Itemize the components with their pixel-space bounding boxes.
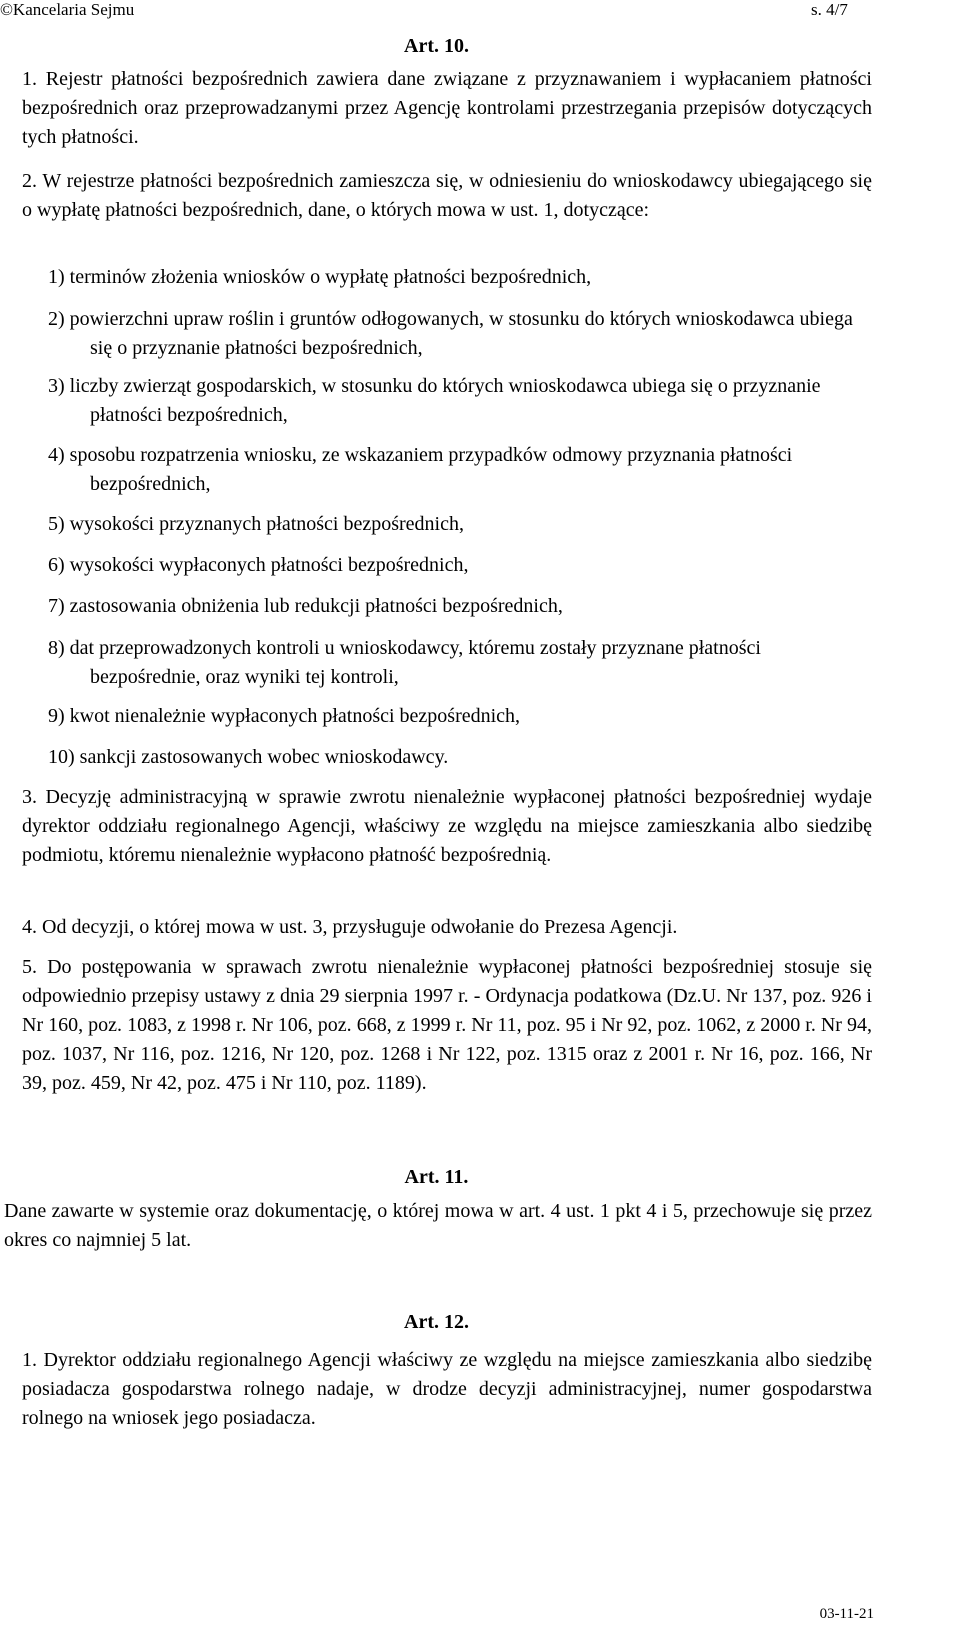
art12-paragraph-1: 1. Dyrektor oddziału regionalnego Agencji właściwy ze względu na miejsce zamieszkania albo siedzibę posiadacza gospodarstwa rolnego nadaje, w drodze decyzji administracyjnej, numer gospodarstwa rolnego na wniosek jego posiadacza. [22, 1349, 872, 1429]
art10-list-item-9: 9) kwot nienależnie wypłaconych płatności bezpośrednich, [48, 705, 521, 727]
art10-paragraph-2: 2. W rejestrze płatności bezpośrednich zamieszcza się, w odniesieniu do wnioskodawcy ubiegającego się o wypłatę płatności bezpośrednich, dane, o których mowa w ust. 1, dotyczące: [22, 170, 872, 221]
art10-list-item-5: 5) wysokości przyznanych płatności bezpośrednich, [48, 513, 464, 535]
art10-list-item-3: 3) liczby zwierząt gospodarskich, w stosunku do których wnioskodawca ubiega się o przyznanie płatności bezpośrednich, [48, 375, 821, 426]
art10-paragraph-4: 4. Od decyzji, o której mowa w ust. 3, przysługuje odwołanie do Prezesa Agencji. [22, 916, 678, 938]
art10-list-item-2: 2) powierzchni upraw roślin i gruntów odłogowanych, w stosunku do których wnioskodawca ubiega się o przyznanie płatności bezpośrednich, [48, 308, 853, 359]
art10-list-item-7: 7) zastosowania obniżenia lub redukcji płatności bezpośrednich, [48, 595, 563, 617]
header-page-number: s. 4/7 [811, 0, 848, 19]
art10-paragraph-1: 1. Rejestr płatności bezpośrednich zawiera dane związane z przyznawaniem i wypłacaniem płatności bezpośrednich oraz przeprowadzanymi przez Agencję kontrolami przestrzegania przepisów dotyczących tych płatności. [22, 68, 872, 148]
header-copyright: ©Kancelaria Sejmu [0, 0, 135, 19]
art10-list-item-1: 1) terminów złożenia wniosków o wypłatę płatności bezpośrednich, [48, 266, 592, 288]
footer-date: 03-11-21 [819, 1606, 874, 1622]
art10-list-item-6: 6) wysokości wypłaconych płatności bezpośrednich, [48, 554, 469, 576]
article-11-title: Art. 11. [404, 1166, 469, 1188]
art10-paragraph-3: 3. Decyzję administracyjną w sprawie zwrotu nienależnie wypłaconej płatności bezpośredniej wydaje dyrektor oddziału regionalnego Agencji, właściwy ze względu na miejsce zamieszkania albo siedzibę podmiotu, któremu nienależnie wypłacono płatność bezpośrednią. [22, 786, 872, 866]
art11-paragraph-1: Dane zawarte w systemie oraz dokumentację, o której mowa w art. 4 ust. 1 pkt 4 i 5, przechowuje się przez okres co najmniej 5 lat. [4, 1200, 872, 1251]
art10-list-item-10: 10) sankcji zastosowanych wobec wnioskodawcy. [48, 746, 449, 768]
article-12-title: Art. 12. [404, 1311, 469, 1333]
article-10-title: Art. 10. [404, 35, 469, 57]
art10-paragraph-5: 5. Do postępowania w sprawach zwrotu nienależnie wypłaconej płatności bezpośredniej stosuje się odpowiednio przepisy ustawy z dnia 29 sierpnia 1997 r. - Ordynacja podatkowa (Dz.U. Nr 137, poz. 926 i Nr 160, poz. 1083, z 1998 r. Nr 106, poz. 668, z 1999 r. Nr 11, poz. 95 i Nr 92, poz. 1062, z 2000 r. Nr 94, poz. 1037, Nr 116, poz. 1216, Nr 120, poz. 1268 i Nr 122, poz. 1315 oraz z 2001 r. Nr 16, poz. 166, Nr 39, poz. 459, Nr 42, poz. 475 i Nr 110, poz. 1189). [22, 956, 872, 1094]
art10-list-item-4: 4) sposobu rozpatrzenia wniosku, ze wskazaniem przypadków odmowy przyznania płatności bezpośrednich, [48, 444, 793, 495]
art10-list-item-8: 8) dat przeprowadzonych kontroli u wnioskodawcy, któremu zostały przyznane płatności bezpośrednie, oraz wyniki tej kontroli, [48, 637, 761, 688]
